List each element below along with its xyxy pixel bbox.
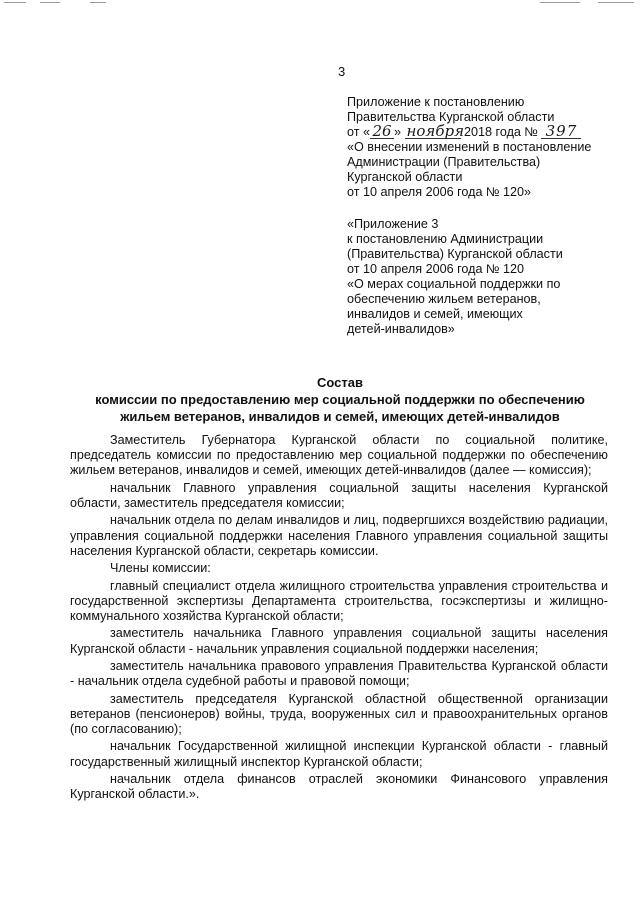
scan-edge-mark — [598, 2, 634, 3]
member-paragraph: Заместитель Губернатора Курганской области по социальной политике, председатель комиссии по предоставлению мер социальной поддержки по обеспечению жильем ветеранов, инвалидов и семей, имеющих детей-инвалидов (далее — комиссия); — [70, 433, 608, 478]
appendix-line: инвалидов и семей, имеющих — [347, 307, 523, 321]
appendix-line: «Приложение 3 — [347, 217, 439, 231]
title-subtitle-line: комиссии по предоставлению мер социальной поддержки по обеспечению — [95, 392, 585, 407]
member-paragraph: начальник Государственной жилищной инспекции Курганской области - главный государственный жилищный инспектор Курганской области; — [70, 739, 608, 769]
appendix-line: от 10 апреля 2006 года № 120» — [347, 185, 532, 199]
appendix-line: Курганской области — [347, 170, 463, 184]
handwritten-month: ноября — [406, 122, 465, 140]
date-mid: » — [394, 125, 402, 139]
handwritten-day: 26 — [370, 125, 394, 139]
appendix-line: Администрации (Правительства) — [347, 155, 541, 169]
appendix-line: Приложение к постановлению — [347, 95, 525, 109]
member-paragraph: заместитель председателя Курганской областной общественной организации ветеранов (пенсионеров) войны, труда, вооруженных сил и правоохранительных органов (по согласованию); — [70, 691, 608, 736]
members-heading: Члены комиссии: — [110, 561, 211, 576]
scan-edge-mark — [4, 2, 26, 3]
date-prefix: от « — [347, 125, 370, 139]
appendix-date-line — [347, 122, 617, 140]
appendix-line: обеспечению жильем ветеранов, — [347, 292, 541, 306]
member-paragraph: начальник отдела по делам инвалидов и лиц, подвергшихся воздействию радиации, управления социальной поддержки населения Главного управления социальной защиты населения Курганской области, секретарь комиссии. — [70, 513, 608, 558]
appendix-gap — [347, 200, 617, 217]
appendix-line: от 10 апреля 2006 года № 120 — [347, 262, 525, 276]
handwritten-decree-number: 397 — [541, 125, 581, 139]
document-title — [60, 374, 620, 425]
title-subtitle-line: жильем ветеранов, инвалидов и семей, имеющих детей-инвалидов — [120, 409, 560, 424]
member-paragraph: главный специалист отдела жилищного строительства управления строительства и государственной экспертизы Департамента строительства, госэкспертизы и жилищно-коммунального хозяйства Курганской области; — [70, 578, 608, 623]
appendix-line: Правительства Курганской области — [347, 110, 555, 124]
appendix-line: «О внесении изменений в постановление — [347, 140, 592, 154]
appendix-line: детей-инвалидов» — [347, 322, 455, 336]
appendix-line: (Правительства) Курганской области — [347, 247, 563, 261]
date-year: 2018 года № — [464, 125, 538, 139]
member-paragraph: начальник Главного управления социальной защиты населения Курганской области, заместитель председателя комиссии; — [70, 480, 608, 510]
member-paragraph: заместитель начальника Главного управления социальной защиты населения Курганской области - начальник управления социальной поддержки населения; — [70, 626, 608, 656]
appendix-header — [347, 95, 617, 337]
member-paragraph: заместитель начальника правового управления Правительства Курганской области - начальник отдела судебной работы и правовой помощи; — [70, 658, 608, 689]
commission-members-list — [70, 433, 608, 805]
member-paragraph: начальник отдела финансов отраслей экономики Финансового управления Курганской области.». — [70, 771, 608, 802]
appendix-line: «О мерах социальной поддержки по — [347, 277, 561, 291]
scan-edge-mark — [40, 2, 60, 3]
page-number: 3 — [338, 64, 346, 79]
scan-edge-mark — [90, 2, 106, 3]
appendix-line: к постановлению Администрации — [347, 232, 544, 246]
scan-edge-mark — [540, 2, 580, 3]
title-heading: Состав — [317, 375, 363, 390]
